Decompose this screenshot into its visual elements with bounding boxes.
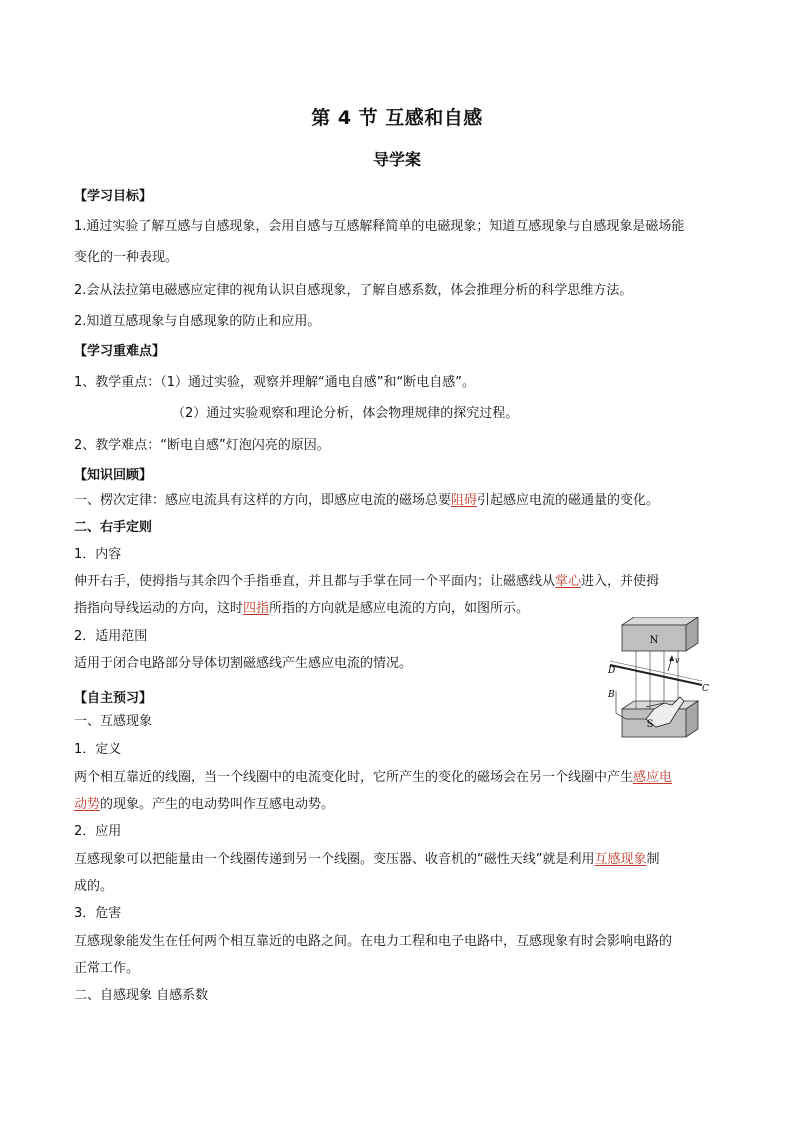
scope-heading: 2．适用范围 — [74, 629, 148, 644]
velocity-arrowhead — [669, 655, 674, 661]
goal-1-line-1: 1.通过实验了解互感与自感现象，会用自感与互感解释简单的电磁现象；知道互感现象与自感现象是磁场能 — [74, 219, 685, 234]
scope-text: 适用于闭合电路部分导体切割磁感线产生感应电流的情况。 — [74, 656, 413, 671]
label-d: D — [608, 666, 616, 676]
application-line-2: 成的。 — [74, 879, 114, 894]
goal-2: 2.会从法拉第电磁感应定律的视角认识自感现象，了解自感系数，体会推理分析的科学思维方法。 — [74, 283, 633, 298]
content-text-1-post: 进入，并使拇 — [581, 574, 660, 589]
content-answer-1: 掌心 — [555, 574, 582, 589]
mutual-induction-heading: 一、互感现象 — [74, 714, 153, 729]
content-answer-2: 四指 — [243, 601, 270, 616]
right-hand-rule-figure — [606, 617, 714, 743]
harm-heading: 3．危害 — [74, 906, 122, 921]
lenz-text-post: 引起感应电流的磁通量的变化。 — [477, 493, 660, 508]
application-heading: 2．应用 — [74, 824, 122, 839]
goals-heading: 【学习目标】 — [74, 189, 153, 204]
definition-answer-b: 动势 — [74, 797, 101, 812]
magnet-n-top — [622, 617, 698, 625]
definition-line-1 — [74, 769, 672, 787]
review-heading: 【知识回顾】 — [74, 468, 153, 483]
conductor-rod-edge — [610, 661, 702, 681]
content-text-2-pre: 指指向导线运动的方向，这时 — [74, 601, 244, 616]
label-c: C — [702, 684, 709, 694]
page-title: 第 4 节 互感和自感 — [311, 107, 483, 129]
harm-line-1: 互感现象能发生在任何两个相互靠近的电路之间。在电力工程和电子电路中，互感现象有时会影响电路的 — [74, 934, 673, 949]
difficulty: 2、教学难点：“断电自感”灯泡闪亮的原因。 — [74, 438, 330, 453]
right-hand-rule-heading: 二、右手定则 — [74, 520, 153, 535]
preview-heading: 【自主预习】 — [74, 691, 153, 706]
content-heading: 1．内容 — [74, 547, 122, 562]
content-text-2-post: 所指的方向就是感应电流的方向，如图所示。 — [269, 601, 530, 616]
goal-1-line-2: 变化的一种表现。 — [74, 250, 179, 265]
lenz-law — [74, 492, 659, 510]
application-text-1-post: 制 — [646, 852, 660, 867]
goal-3: 2.知道互感现象与自感现象的防止和应用。 — [74, 314, 321, 329]
lenz-answer: 阻碍 — [451, 493, 478, 508]
application-text-1: 互感现象可以把能量由一个线圈传递到另一个线圈。变压器、收音机的“磁性天线”就是利用 — [74, 852, 595, 867]
page-subtitle: 导学案 — [372, 150, 421, 169]
focus-1: 1、教学重点：（1）通过实验，观察并理解“通电自感”和“断电自感”。 — [74, 375, 475, 390]
lenz-text-pre: 一、楞次定律：感应电流具有这样的方向，即感应电流的磁场总要 — [74, 493, 452, 508]
definition-heading: 1．定义 — [74, 742, 122, 757]
application-line-1 — [74, 851, 660, 869]
content-line-2 — [74, 600, 529, 618]
conductor-rod — [610, 665, 702, 685]
label-n: N — [649, 635, 659, 646]
focus-2: （2）通过实验观察和理论分析，体会物理规律的探究过程。 — [172, 406, 519, 421]
definition-answer-a: 感应电 — [633, 770, 673, 785]
content-text-1-pre: 伸开右手，使拇指与其余四个手指垂直，并且都与手掌在同一个平面内；让磁感线从 — [74, 574, 556, 589]
keypoints-heading: 【学习重难点】 — [74, 344, 166, 359]
harm-line-2: 正常工作。 — [74, 961, 140, 976]
application-answer: 互感现象 — [594, 852, 647, 867]
self-induction-heading: 二、自感现象 自感系数 — [74, 988, 209, 1003]
content-line-1 — [74, 573, 659, 591]
definition-text-2: 的现象。产生的电动势叫作互感电动势。 — [100, 797, 335, 812]
label-v: v — [675, 656, 680, 665]
label-s: S — [646, 719, 654, 730]
label-b: B — [608, 690, 615, 700]
definition-line-2 — [74, 796, 334, 814]
definition-text-1: 两个相互靠近的线圈，当一个线圈中的电流变化时，它所产生的变化的磁场会在另一个线圈中产生 — [74, 770, 634, 785]
